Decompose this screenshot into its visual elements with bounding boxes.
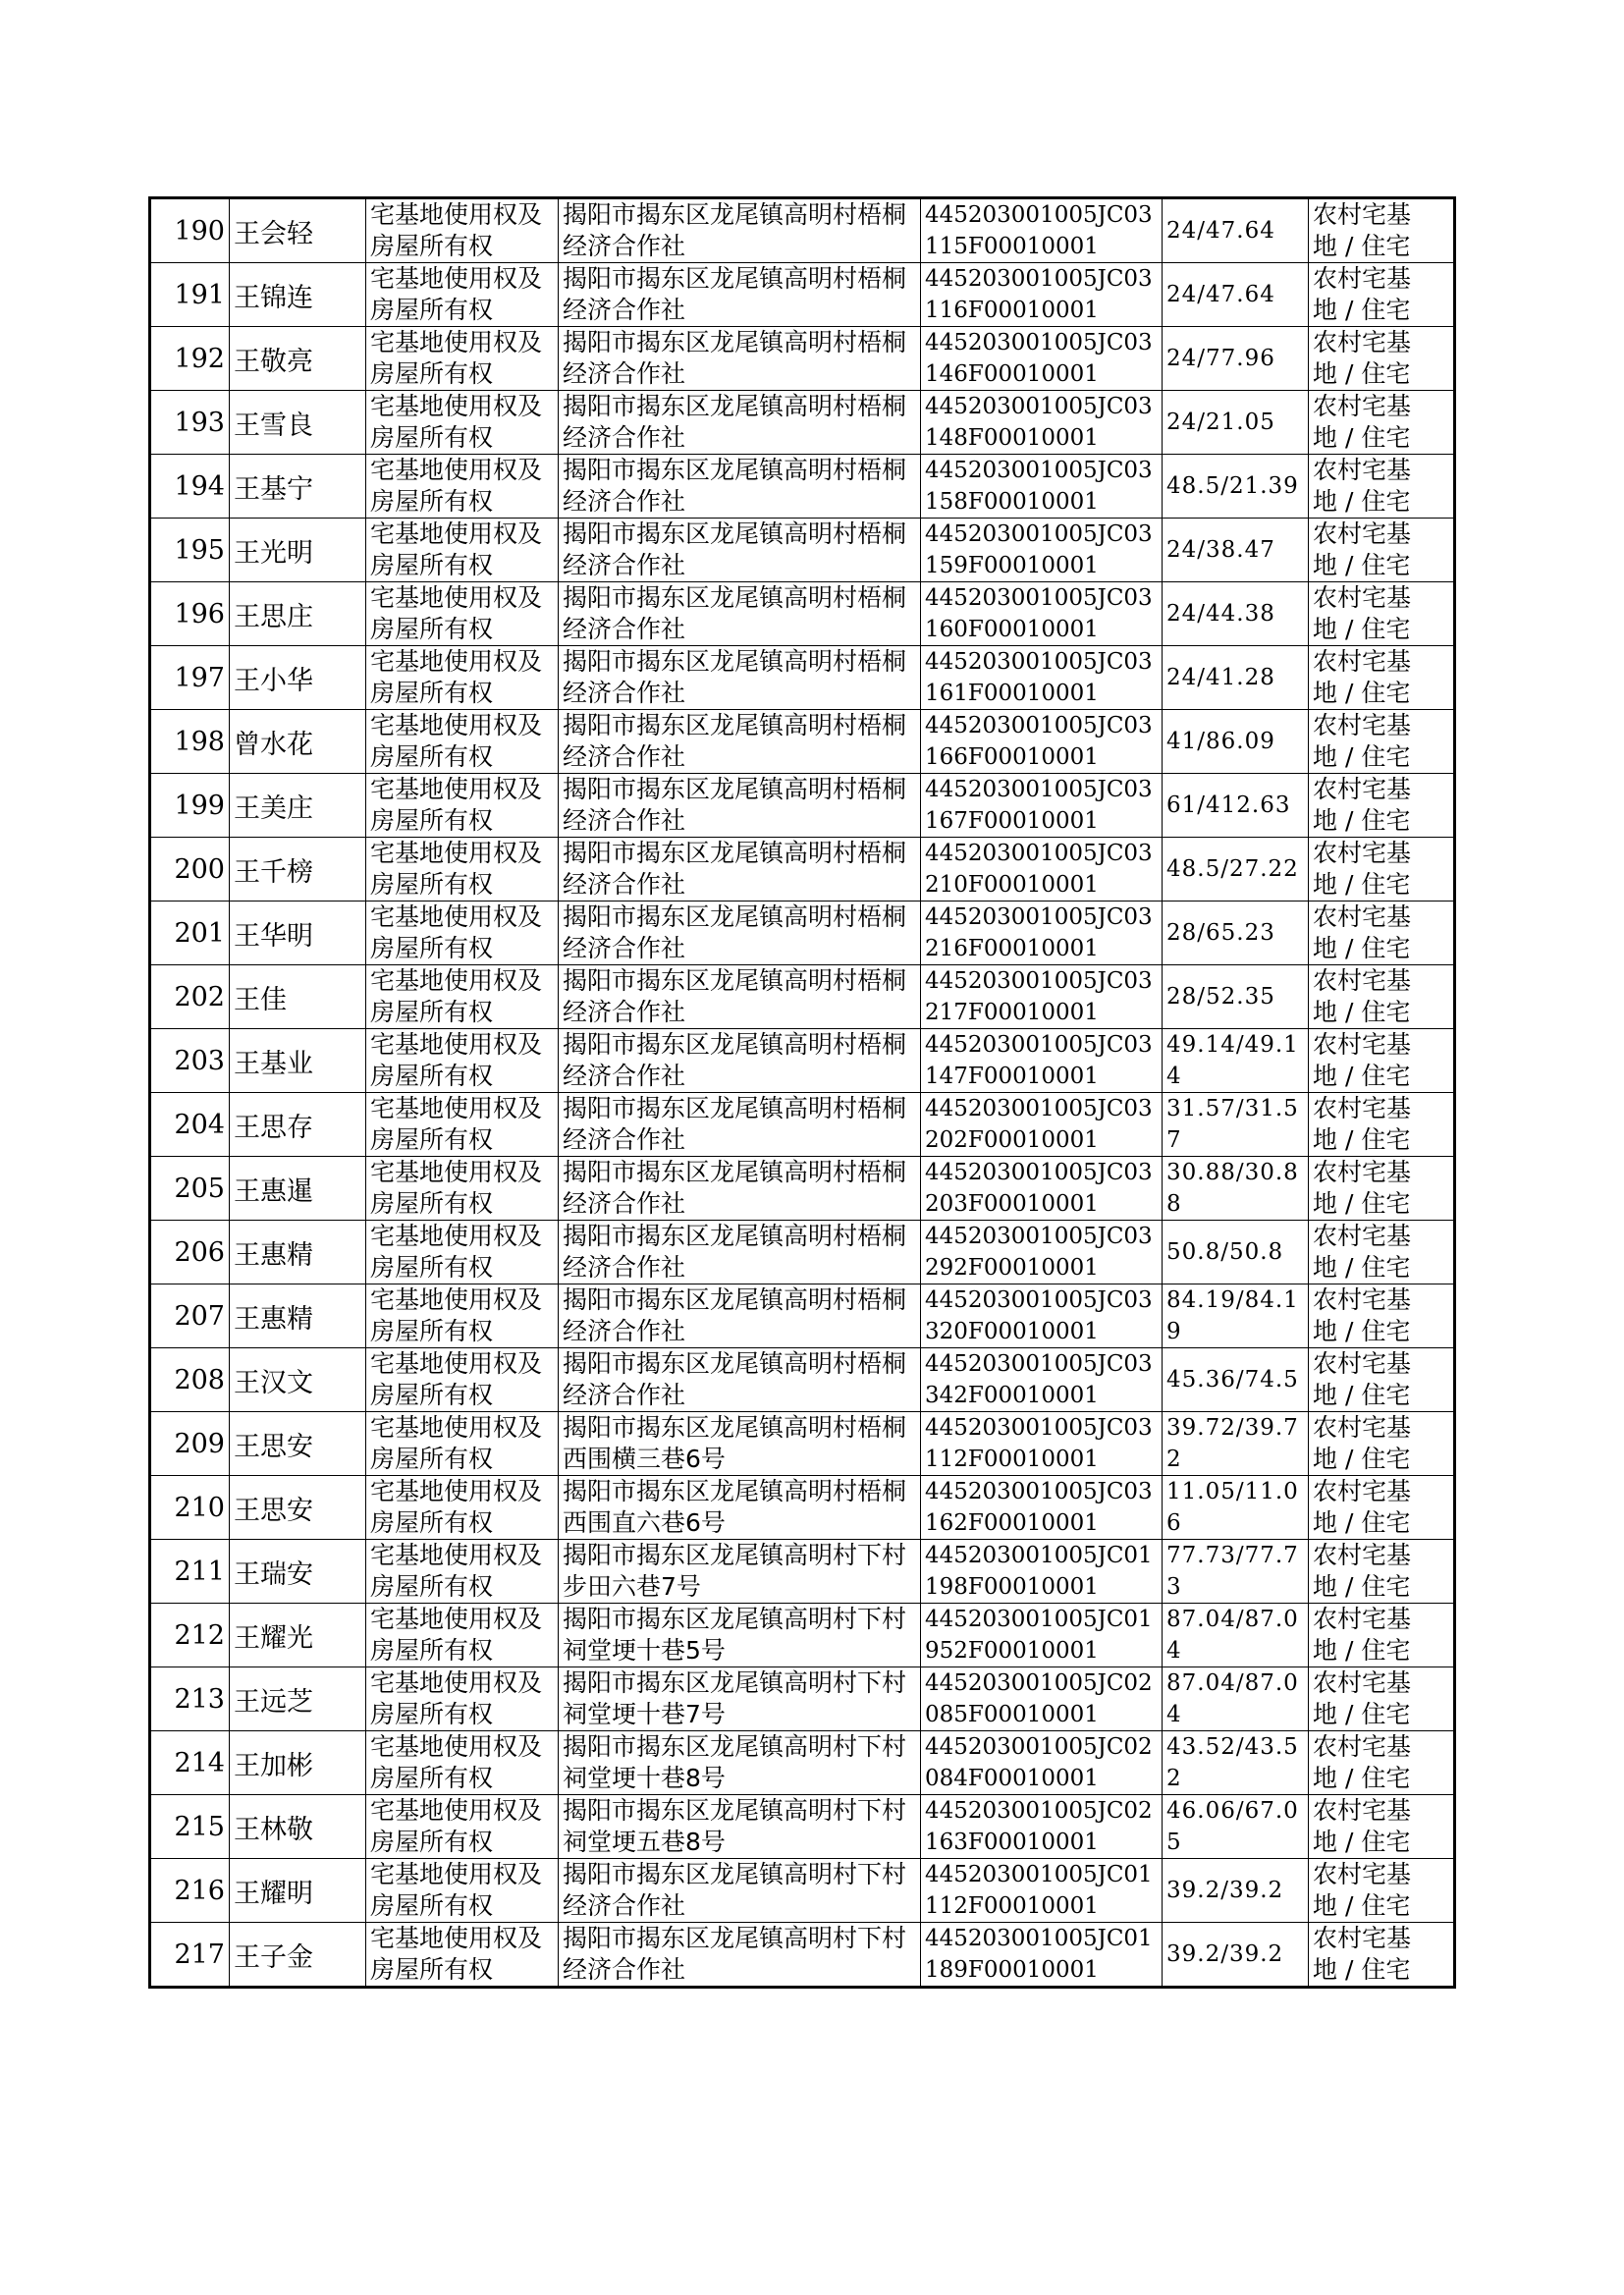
parcel-code-cell: 445203001005JC03148F00010001 [921,391,1163,455]
owner-name-cell: 曾水花 [230,710,366,774]
right-type-cell: 宅基地使用权及房屋所有权 [366,1157,559,1221]
parcel-code-cell: 445203001005JC03161F00010001 [921,646,1163,710]
area-cell: 11.05/11.06 [1163,1476,1309,1540]
owner-name-cell: 王华明 [230,902,366,965]
location-cell: 揭阳市揭东区龙尾镇高明村下村祠堂埂五巷8号 [559,1795,921,1859]
table-row [150,774,1455,838]
right-type-cell: 宅基地使用权及房屋所有权 [366,198,559,263]
area-cell: 39.2/39.2 [1163,1923,1309,1988]
owner-name-cell: 王瑞安 [230,1540,366,1604]
parcel-code-cell: 445203001005JC02084F00010001 [921,1731,1163,1795]
parcel-code-cell: 445203001005JC03162F00010001 [921,1476,1163,1540]
owner-name-cell: 王惠暹 [230,1157,366,1221]
area-cell: 41/86.09 [1163,710,1309,774]
usage-cell: 农村宅基 地 / 住宅 [1309,902,1455,965]
usage-cell: 农村宅基 地 / 住宅 [1309,1667,1455,1731]
location-cell: 揭阳市揭东区龙尾镇高明村梧桐经济合作社 [559,1284,921,1348]
row-number-cell: 196 [150,582,230,646]
right-type-cell: 宅基地使用权及房屋所有权 [366,1795,559,1859]
usage-cell: 农村宅基 地 / 住宅 [1309,582,1455,646]
owner-name-cell: 王美庄 [230,774,366,838]
usage-cell: 农村宅基 地 / 住宅 [1309,1284,1455,1348]
location-cell: 揭阳市揭东区龙尾镇高明村下村祠堂埂十巷5号 [559,1604,921,1667]
parcel-code-cell: 445203001005JC03158F00010001 [921,455,1163,519]
right-type-cell: 宅基地使用权及房屋所有权 [366,1029,559,1093]
table-row [150,1859,1455,1923]
usage-cell: 农村宅基 地 / 住宅 [1309,838,1455,902]
location-cell: 揭阳市揭东区龙尾镇高明村梧桐经济合作社 [559,1221,921,1284]
table-row [150,1029,1455,1093]
row-number-cell: 214 [150,1731,230,1795]
owner-name-cell: 王思庄 [230,582,366,646]
row-number-cell: 205 [150,1157,230,1221]
row-number-cell: 217 [150,1923,230,1988]
right-type-cell: 宅基地使用权及房屋所有权 [366,1859,559,1923]
table-row [150,1795,1455,1859]
right-type-cell: 宅基地使用权及房屋所有权 [366,1412,559,1476]
parcel-code-cell: 445203001005JC03115F00010001 [921,198,1163,263]
parcel-code-cell: 445203001005JC01952F00010001 [921,1604,1163,1667]
usage-cell: 农村宅基 地 / 住宅 [1309,1412,1455,1476]
owner-name-cell: 王佳 [230,965,366,1029]
right-type-cell: 宅基地使用权及房屋所有权 [366,838,559,902]
row-number-cell: 204 [150,1093,230,1157]
table-row [150,1412,1455,1476]
owner-name-cell: 王思安 [230,1412,366,1476]
usage-cell: 农村宅基 地 / 住宅 [1309,965,1455,1029]
parcel-code-cell: 445203001005JC03166F00010001 [921,710,1163,774]
right-type-cell: 宅基地使用权及房屋所有权 [366,774,559,838]
parcel-code-cell: 445203001005JC02163F00010001 [921,1795,1163,1859]
parcel-code-cell: 445203001005JC02085F00010001 [921,1667,1163,1731]
row-number-cell: 215 [150,1795,230,1859]
usage-cell: 农村宅基 地 / 住宅 [1309,646,1455,710]
parcel-code-cell: 445203001005JC03112F00010001 [921,1412,1163,1476]
parcel-code-cell: 445203001005JC03216F00010001 [921,902,1163,965]
row-number-cell: 203 [150,1029,230,1093]
usage-cell: 农村宅基 地 / 住宅 [1309,710,1455,774]
owner-name-cell: 王雪良 [230,391,366,455]
right-type-cell: 宅基地使用权及房屋所有权 [366,1476,559,1540]
row-number-cell: 191 [150,263,230,327]
table-row [150,1540,1455,1604]
owner-name-cell: 王基宁 [230,455,366,519]
area-cell: 24/47.64 [1163,263,1309,327]
right-type-cell: 宅基地使用权及房屋所有权 [366,646,559,710]
owner-name-cell: 王林敬 [230,1795,366,1859]
row-number-cell: 209 [150,1412,230,1476]
location-cell: 揭阳市揭东区龙尾镇高明村下村经济合作社 [559,1923,921,1988]
table-row [150,263,1455,327]
area-cell: 49.14/49.14 [1163,1029,1309,1093]
owner-name-cell: 王加彬 [230,1731,366,1795]
owner-name-cell: 王千榜 [230,838,366,902]
location-cell: 揭阳市揭东区龙尾镇高明村梧桐经济合作社 [559,1157,921,1221]
row-number-cell: 206 [150,1221,230,1284]
location-cell: 揭阳市揭东区龙尾镇高明村梧桐经济合作社 [559,391,921,455]
location-cell: 揭阳市揭东区龙尾镇高明村梧桐经济合作社 [559,774,921,838]
location-cell: 揭阳市揭东区龙尾镇高明村下村祠堂埂十巷7号 [559,1667,921,1731]
area-cell: 87.04/87.04 [1163,1667,1309,1731]
table-row [150,582,1455,646]
area-cell: 46.06/67.05 [1163,1795,1309,1859]
owner-name-cell: 王光明 [230,519,366,582]
usage-cell: 农村宅基 地 / 住宅 [1309,1348,1455,1412]
right-type-cell: 宅基地使用权及房屋所有权 [366,263,559,327]
right-type-cell: 宅基地使用权及房屋所有权 [366,1923,559,1988]
parcel-code-cell: 445203001005JC03167F00010001 [921,774,1163,838]
area-cell: 28/52.35 [1163,965,1309,1029]
location-cell: 揭阳市揭东区龙尾镇高明村下村经济合作社 [559,1859,921,1923]
right-type-cell: 宅基地使用权及房屋所有权 [366,391,559,455]
row-number-cell: 212 [150,1604,230,1667]
location-cell: 揭阳市揭东区龙尾镇高明村梧桐经济合作社 [559,327,921,391]
table-row [150,1923,1455,1988]
table-row [150,455,1455,519]
right-type-cell: 宅基地使用权及房屋所有权 [366,1348,559,1412]
owner-name-cell: 王惠精 [230,1284,366,1348]
parcel-code-cell: 445203001005JC01198F00010001 [921,1540,1163,1604]
table-row [150,710,1455,774]
usage-cell: 农村宅基 地 / 住宅 [1309,1795,1455,1859]
usage-cell: 农村宅基 地 / 住宅 [1309,1221,1455,1284]
table-row [150,391,1455,455]
area-cell: 24/41.28 [1163,646,1309,710]
area-cell: 28/65.23 [1163,902,1309,965]
area-cell: 39.2/39.2 [1163,1859,1309,1923]
area-cell: 77.73/77.73 [1163,1540,1309,1604]
table-row [150,1157,1455,1221]
parcel-code-cell: 445203001005JC03160F00010001 [921,582,1163,646]
row-number-cell: 198 [150,710,230,774]
location-cell: 揭阳市揭东区龙尾镇高明村梧桐经济合作社 [559,1348,921,1412]
row-number-cell: 200 [150,838,230,902]
owner-name-cell: 王远芝 [230,1667,366,1731]
row-number-cell: 192 [150,327,230,391]
usage-cell: 农村宅基 地 / 住宅 [1309,1859,1455,1923]
row-number-cell: 213 [150,1667,230,1731]
location-cell: 揭阳市揭东区龙尾镇高明村梧桐经济合作社 [559,582,921,646]
usage-cell: 农村宅基 地 / 住宅 [1309,774,1455,838]
location-cell: 揭阳市揭东区龙尾镇高明村梧桐经济合作社 [559,710,921,774]
row-number-cell: 194 [150,455,230,519]
usage-cell: 农村宅基 地 / 住宅 [1309,1476,1455,1540]
right-type-cell: 宅基地使用权及房屋所有权 [366,455,559,519]
parcel-code-cell: 445203001005JC03116F00010001 [921,263,1163,327]
parcel-code-cell: 445203001005JC03342F00010001 [921,1348,1163,1412]
table-row [150,902,1455,965]
location-cell: 揭阳市揭东区龙尾镇高明村下村祠堂埂十巷8号 [559,1731,921,1795]
row-number-cell: 190 [150,198,230,263]
location-cell: 揭阳市揭东区龙尾镇高明村梧桐经济合作社 [559,646,921,710]
table-row [150,1348,1455,1412]
parcel-code-cell: 445203001005JC01189F00010001 [921,1923,1163,1988]
usage-cell: 农村宅基 地 / 住宅 [1309,1157,1455,1221]
parcel-code-cell: 445203001005JC03146F00010001 [921,327,1163,391]
area-cell: 24/38.47 [1163,519,1309,582]
table-row [150,646,1455,710]
usage-cell: 农村宅基 地 / 住宅 [1309,327,1455,391]
location-cell: 揭阳市揭东区龙尾镇高明村梧桐经济合作社 [559,519,921,582]
owner-name-cell: 王惠精 [230,1221,366,1284]
usage-cell: 农村宅基 地 / 住宅 [1309,1093,1455,1157]
area-cell: 30.88/30.88 [1163,1157,1309,1221]
owner-name-cell: 王思存 [230,1093,366,1157]
table-row [150,965,1455,1029]
owner-name-cell: 王思安 [230,1476,366,1540]
parcel-code-cell: 445203001005JC03217F00010001 [921,965,1163,1029]
right-type-cell: 宅基地使用权及房屋所有权 [366,1540,559,1604]
area-cell: 31.57/31.57 [1163,1093,1309,1157]
owner-name-cell: 王子金 [230,1923,366,1988]
right-type-cell: 宅基地使用权及房屋所有权 [366,710,559,774]
table-row [150,327,1455,391]
area-cell: 48.5/27.22 [1163,838,1309,902]
row-number-cell: 211 [150,1540,230,1604]
usage-cell: 农村宅基 地 / 住宅 [1309,198,1455,263]
parcel-code-cell: 445203001005JC01112F00010001 [921,1859,1163,1923]
usage-cell: 农村宅基 地 / 住宅 [1309,1923,1455,1988]
area-cell: 43.52/43.52 [1163,1731,1309,1795]
area-cell: 84.19/84.19 [1163,1284,1309,1348]
right-type-cell: 宅基地使用权及房屋所有权 [366,327,559,391]
owner-name-cell: 王耀明 [230,1859,366,1923]
table-row [150,1476,1455,1540]
usage-cell: 农村宅基 地 / 住宅 [1309,519,1455,582]
table-row [150,1667,1455,1731]
table-body [150,198,1455,1988]
table-row [150,838,1455,902]
right-type-cell: 宅基地使用权及房屋所有权 [366,1667,559,1731]
area-cell: 87.04/87.04 [1163,1604,1309,1667]
area-cell: 48.5/21.39 [1163,455,1309,519]
table-row [150,1284,1455,1348]
location-cell: 揭阳市揭东区龙尾镇高明村梧桐经济合作社 [559,838,921,902]
row-number-cell: 201 [150,902,230,965]
parcel-code-cell: 445203001005JC03147F00010001 [921,1029,1163,1093]
right-type-cell: 宅基地使用权及房屋所有权 [366,519,559,582]
location-cell: 揭阳市揭东区龙尾镇高明村梧桐经济合作社 [559,902,921,965]
row-number-cell: 216 [150,1859,230,1923]
owner-name-cell: 王小华 [230,646,366,710]
parcel-code-cell: 445203001005JC03320F00010001 [921,1284,1163,1348]
location-cell: 揭阳市揭东区龙尾镇高明村梧桐经济合作社 [559,965,921,1029]
right-type-cell: 宅基地使用权及房屋所有权 [366,1284,559,1348]
usage-cell: 农村宅基 地 / 住宅 [1309,263,1455,327]
table-row [150,519,1455,582]
row-number-cell: 202 [150,965,230,1029]
right-type-cell: 宅基地使用权及房屋所有权 [366,965,559,1029]
owner-name-cell: 王敬亮 [230,327,366,391]
location-cell: 揭阳市揭东区龙尾镇高明村梧桐经济合作社 [559,1093,921,1157]
usage-cell: 农村宅基 地 / 住宅 [1309,391,1455,455]
table-row [150,1731,1455,1795]
location-cell: 揭阳市揭东区龙尾镇高明村梧桐经济合作社 [559,198,921,263]
area-cell: 24/47.64 [1163,198,1309,263]
owner-name-cell: 王基业 [230,1029,366,1093]
table-row [150,1604,1455,1667]
row-number-cell: 210 [150,1476,230,1540]
usage-cell: 农村宅基 地 / 住宅 [1309,1604,1455,1667]
owner-name-cell: 王耀光 [230,1604,366,1667]
right-type-cell: 宅基地使用权及房屋所有权 [366,582,559,646]
area-cell: 39.72/39.72 [1163,1412,1309,1476]
area-cell: 45.36/74.5 [1163,1348,1309,1412]
area-cell: 24/44.38 [1163,582,1309,646]
row-number-cell: 207 [150,1284,230,1348]
parcel-code-cell: 445203001005JC03203F00010001 [921,1157,1163,1221]
parcel-code-cell: 445203001005JC03202F00010001 [921,1093,1163,1157]
registry-table [148,196,1456,1989]
owner-name-cell: 王汉文 [230,1348,366,1412]
usage-cell: 农村宅基 地 / 住宅 [1309,1029,1455,1093]
location-cell: 揭阳市揭东区龙尾镇高明村梧桐西围直六巷6号 [559,1476,921,1540]
row-number-cell: 195 [150,519,230,582]
area-cell: 61/412.63 [1163,774,1309,838]
row-number-cell: 193 [150,391,230,455]
area-cell: 50.8/50.8 [1163,1221,1309,1284]
area-cell: 24/77.96 [1163,327,1309,391]
row-number-cell: 197 [150,646,230,710]
usage-cell: 农村宅基 地 / 住宅 [1309,455,1455,519]
usage-cell: 农村宅基 地 / 住宅 [1309,1731,1455,1795]
parcel-code-cell: 445203001005JC03292F00010001 [921,1221,1163,1284]
table-row [150,1221,1455,1284]
location-cell: 揭阳市揭东区龙尾镇高明村梧桐经济合作社 [559,263,921,327]
parcel-code-cell: 445203001005JC03159F00010001 [921,519,1163,582]
table-row [150,1093,1455,1157]
location-cell: 揭阳市揭东区龙尾镇高明村梧桐经济合作社 [559,1029,921,1093]
right-type-cell: 宅基地使用权及房屋所有权 [366,1731,559,1795]
location-cell: 揭阳市揭东区龙尾镇高明村下村步田六巷7号 [559,1540,921,1604]
right-type-cell: 宅基地使用权及房屋所有权 [366,1093,559,1157]
row-number-cell: 208 [150,1348,230,1412]
right-type-cell: 宅基地使用权及房屋所有权 [366,1604,559,1667]
row-number-cell: 199 [150,774,230,838]
table-row [150,198,1455,263]
area-cell: 24/21.05 [1163,391,1309,455]
parcel-code-cell: 445203001005JC03210F00010001 [921,838,1163,902]
location-cell: 揭阳市揭东区龙尾镇高明村梧桐经济合作社 [559,455,921,519]
owner-name-cell: 王会轻 [230,198,366,263]
location-cell: 揭阳市揭东区龙尾镇高明村梧桐西围横三巷6号 [559,1412,921,1476]
right-type-cell: 宅基地使用权及房屋所有权 [366,1221,559,1284]
right-type-cell: 宅基地使用权及房屋所有权 [366,902,559,965]
usage-cell: 农村宅基 地 / 住宅 [1309,1540,1455,1604]
owner-name-cell: 王锦连 [230,263,366,327]
